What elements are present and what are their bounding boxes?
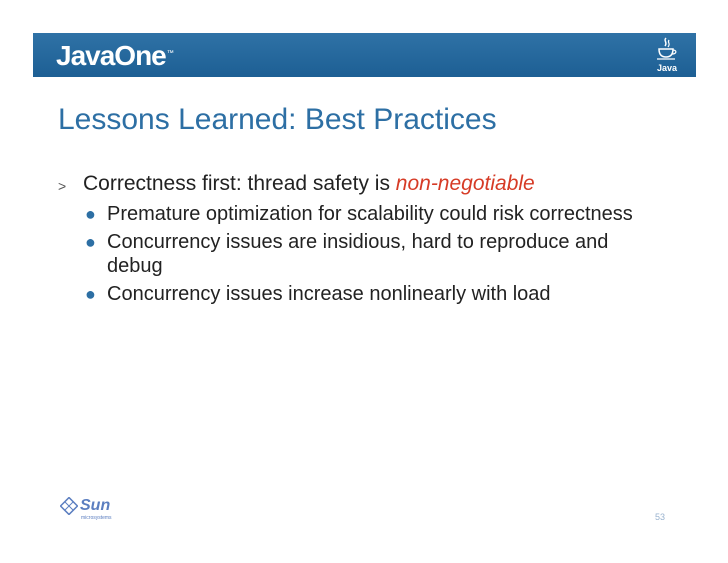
bullet-marker: > (58, 178, 67, 194)
javaone-logo (56, 40, 173, 72)
java-logo-label: Java (656, 63, 678, 73)
trademark-symbol: ™ (166, 49, 173, 57)
bullet-dot-icon: ● (85, 284, 96, 304)
main-bullet (58, 170, 658, 198)
sub-bullet-text: Concurrency issues increase nonlinearly with load (107, 283, 551, 305)
bullet-dot-icon: ● (85, 204, 96, 224)
header-banner (33, 33, 696, 77)
bullet-dot-icon: ● (85, 232, 96, 252)
main-bullet-emphasis: non-negotiable (395, 172, 535, 195)
sun-logo-subtext: microsystems (81, 515, 112, 521)
sun-logo (60, 497, 120, 527)
main-bullet-text: Correctness first: thread safety is (83, 172, 396, 195)
bullet-list (58, 170, 658, 306)
sun-logo-text: Sun (80, 497, 111, 514)
page-number: 53 (655, 512, 666, 522)
sun-diamond-icon (60, 497, 78, 515)
javaone-logo-text: JavaOne (56, 40, 166, 71)
slide-title: Lessons Learned: Best Practices (58, 103, 497, 136)
sub-bullet (58, 230, 658, 278)
sub-bullet (58, 202, 658, 226)
java-coffee-cup-icon (654, 37, 680, 73)
sub-bullet (58, 282, 658, 306)
sub-bullet-text: Premature optimization for scalability could risk correctness (107, 203, 633, 225)
sub-bullet-text: Concurrency issues are insidious, hard to reproduce and debug (107, 231, 609, 277)
